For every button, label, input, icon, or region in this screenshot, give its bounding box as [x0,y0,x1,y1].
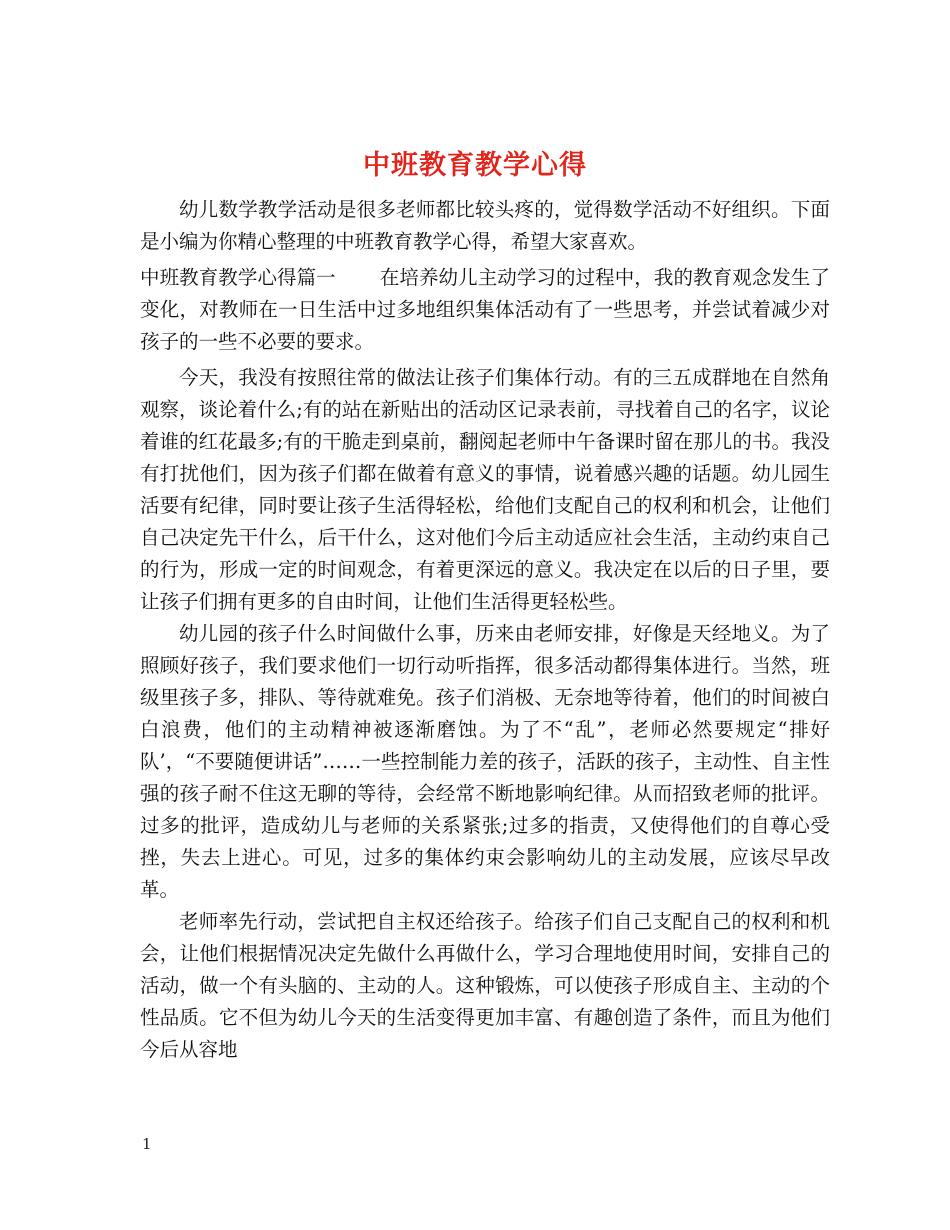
paragraph-3: 幼儿园的孩子什么时间做什么事，历来由老师安排，好像是天经地义。为了照顾好孩子，我们要求他们一切行动听指挥，很多活动都得集体进行。当然，班级里孩子多，排队、等待就难免。孩子们消极、无奈地等待着，他们的时间被白白浪费，他们的主动精神被逐渐磨蚀。为了不“乱”，老师必然要规定“排好队’，“不要随便讲话”……一些控制能力差的孩子，活跃的孩子，主动性、自主性强的孩子耐不住这无聊的等待，会经常不断地影响纪律。从而招致老师的批评。过多的批评，造成幼儿与老师的关系紧张;过多的指责，又使得他们的自尊心受挫，失去上进心。可见，过多的集体约束会影响幼儿的主动发展，应该尽早改革。 [140,622,830,901]
intro-paragraph: 幼儿数学教学活动是很多老师都比较头疼的，觉得数学活动不好组织。下面是小编为你精心整理的中班教育教学心得，希望大家喜欢。 [140,198,830,253]
section-heading: 中班教育教学心得篇一 [140,266,336,289]
document-title: 中班教育教学心得 [363,150,587,182]
paragraph-2: 今天，我没有按照往常的做法让孩子们集体行动。有的三五成群地在自然角观察，谈论着什么;有的站在新贴出的活动区记录表前，寻找着自己的名字，议论着谁的红花最多;有的干脆走到桌前，翻阅起老师中午备课时留在那儿的书。我没有打扰他们，因为孩子们都在做着有意义的事情，说着感兴趣的话题。幼儿园生活要有纪律，同时要让孩子生活得轻松，给他们支配自己的权利和机会，让他们自己决定先干什么，后干什么，这对他们今后主动适应社会生活，主动约束自己的行为，形成一定的时间观念，有着更深远的意义。我决定在以后的日子里，要让孩子们拥有更多的自由时间，让他们生活得更轻松些。 [140,366,830,613]
page-number: 1 [142,1135,152,1153]
section-first-text: 在培养幼儿主动学习的过程中，我的教育观念发生了变化，对教师在一日生活中过多地组织集体活动有了一些思考，并尝试着减少对孩子的一些不必要的要求。 [140,266,830,353]
document-body [140,194,830,1066]
section-one-paragraph [140,262,830,358]
paragraph-4: 老师率先行动，尝试把自主权还给孩子。给孩子们自己支配自己的权利和机会，让他们根据情况决定先做什么再做什么，学习合理地使用时间，安排自己的活动，做一个有头脑的、主动的人。这种锻炼，可以使孩子形成自主、主动的个性品质。它不但为幼儿今天的生活变得更加丰富、有趣创造了条件，而且为他们今后从容地 [140,910,830,1061]
